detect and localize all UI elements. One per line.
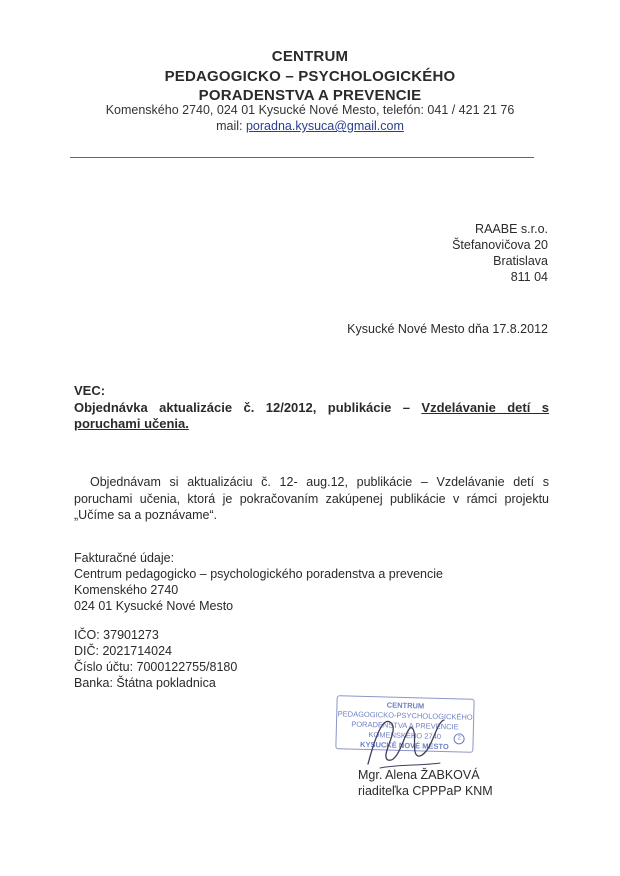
org-name-line3: PORADENSTVA A PREVENCIE [198,87,422,104]
org-name-line1: CENTRUM [271,48,349,65]
recipient-line: RAABE s.r.o. [475,222,548,236]
stamp-line: KYSUCKÉ NOVÉ MESTO [360,739,449,752]
body-paragraph [74,474,549,524]
stamp-line: PEDAGOGICKO-PSYCHOLOGICKÉHO [337,709,473,722]
place-date: Kysucké Nové Mesto dňa 17.8.2012 [347,322,548,336]
stamp-line: KOMENSKÉHO 2740 [368,730,442,741]
recipient-line: Bratislava [493,254,548,268]
header-divider [70,157,534,158]
handwritten-signature [340,694,470,774]
subject-publication: Vzdelávanie detí s poruchami učenia. [74,400,549,431]
recipient-line: Štefanovičova 20 [452,238,548,252]
id-line: Číslo účtu: 7000122755/8180 [74,660,238,674]
id-line: DIČ: 2021714024 [74,644,172,658]
stamp-line: CENTRUM [386,700,425,711]
mail-label: mail: [216,119,246,133]
subject-label: VEC: [74,383,106,398]
billing-line: Centrum pedagogicko – psychologického poradenstva a prevencie [74,567,443,581]
signatory-role: riaditeľka CPPPaP KNM [358,784,493,798]
org-address: Komenského 2740, 024 01 Kysucké Nové Mesto, telefón: 041 / 421 21 76 [105,103,515,117]
billing-details [74,550,443,614]
recipient-address [452,221,548,285]
stamp-number: 2 [453,733,464,744]
body-text: Objednávam si aktualizáciu č. 12- aug.12, publikácie – Vzdelávanie detí s poruchami učenia, ktorá je pokračovaním zakúpenej publikácie v rámci projektu „Učíme sa a poznávame“. [74,475,549,522]
mail-link[interactable]: poradna.kysuca@gmail.com [245,119,404,133]
subject-main: Objednávka aktualizácie č. 12/2012, publikácie – [74,400,422,415]
subject-text [74,400,549,432]
billing-line: 024 01 Kysucké Nové Mesto [74,599,234,613]
org-name-line2: PEDAGOGICKO – PSYCHOLOGICKÉHO [164,68,456,85]
signatory-name: Mgr. Alena ŽABKOVÁ [358,768,480,782]
recipient-line: 811 04 [510,270,548,284]
id-line: Banka: Štátna pokladnica [74,676,216,690]
billing-line: Komenského 2740 [74,583,179,597]
org-mail-line [0,119,620,133]
company-ids [74,627,237,691]
billing-line: Fakturačné údaje: [74,551,175,565]
id-line: IČO: 37901273 [74,628,159,642]
stamp-line: PORADENSTVA A PREVENCIE [351,719,459,732]
